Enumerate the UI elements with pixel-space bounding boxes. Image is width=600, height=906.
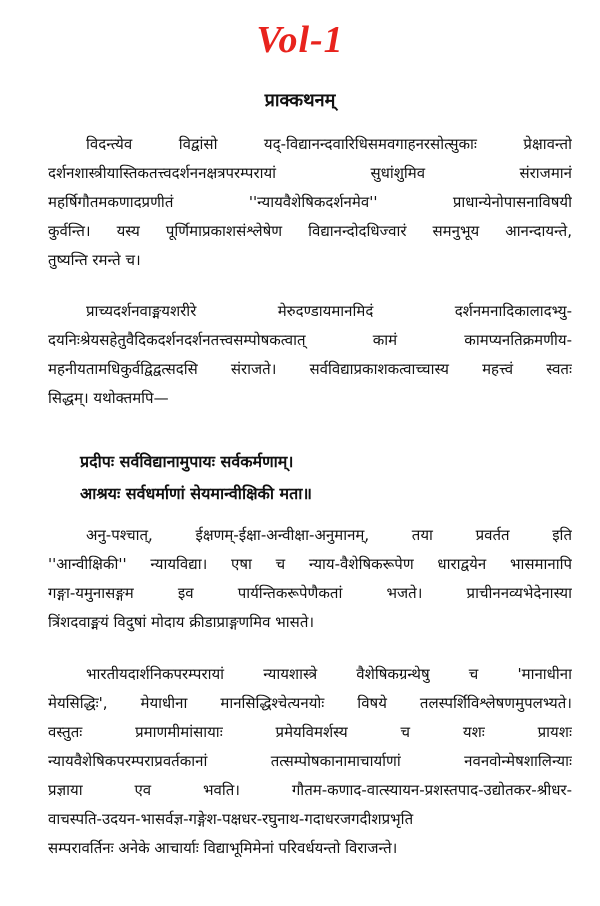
paragraph-4	[48, 660, 572, 863]
paragraph-line: प्रज्ञाया एव भवति। गौतम-कणाद-वात्स्यायन-प्रशस्तपाद-उद्योतकर-श्रीधर-	[48, 781, 572, 799]
paragraph-line: दयनिःश्रेयसहेतुवैदिकदर्शनदर्शनतत्त्वसम्पोषकत्वात् कामं कामप्यनतिक्रमणीय-	[48, 331, 572, 349]
verse-line: आश्रयः सर्वधर्माणां सेयमान्वीक्षिकी मता॥	[80, 484, 312, 503]
paragraph-line: प्राच्यदर्शनवाङ्मयशरीरे मेरुदण्डायमानमिदं दर्शनमनादिकालादभ्यु-	[86, 302, 572, 320]
paragraph-3	[48, 521, 572, 637]
paragraph-line: तुष्यन्ति रमन्ते च।	[48, 251, 141, 269]
page-heading: प्राक्कथनम्	[264, 90, 336, 111]
paragraph-line: विदन्त्येव विद्वांसो यद्-विद्यानन्दवारिधिसमवगाहनरसोत्सुकाः प्रेक्षावन्तो	[86, 135, 572, 153]
paragraph-line: सम्परावर्तिनः अनेके आचार्याः विद्याभूमिमेनां परिवर्धयन्तो विराजन्ते।	[48, 839, 398, 857]
paragraph-line: वस्तुतः प्रमाणमीमांसायाः प्रमेयविमर्शस्य च यशः प्रायशः	[48, 723, 572, 741]
paragraph-line: कुर्वन्ति। यस्य पूर्णिमाप्रकाशसंश्लेषेण विद्यानन्दोदधिज्वारं समनुभूय आनन्दायन्ते,	[48, 222, 572, 240]
paragraph-2	[48, 297, 572, 413]
paragraph-line: ''आन्वीक्षिकी'' न्यायविद्या। एषा च न्याय-वैशेषिकरूपेण धाराद्वयेन भासमानापि	[48, 555, 572, 573]
paragraph-1	[48, 130, 572, 275]
paragraph-line: गङ्गा-यमुनासङ्गम इव पार्यन्तिकरूपेणैकतां भजते। प्राचीननव्यभेदेनास्या	[48, 584, 572, 602]
paragraph-line: महनीयतामधिकुर्वद्विद्वत्सदसि संराजते। सर्वविद्याप्रकाशकत्वाच्चास्य महत्त्वं स्वतः	[48, 360, 572, 378]
paragraph-line: भारतीयदार्शनिकपरम्परायां न्यायशास्त्रे वैशेषिकग्रन्थेषु च 'मानाधीना	[86, 665, 572, 683]
paragraph-line: न्यायवैशेषिकपरम्पराप्रवर्तकानां तत्सम्पोषकानामाचार्याणां नवनवोन्मेषशालिन्याः	[48, 752, 572, 770]
paragraph-line: महर्षिगौतमकणादप्रणीतं ''न्यायवैशेषिकदर्शनमेव'' प्राधान्येनोपासनाविषयी	[48, 193, 572, 211]
paragraph-line: अनु-पश्चात्, ईक्षणम्-ईक्षा-अन्वीक्षा-अनुमानम्, तया प्रवर्तत इति	[86, 526, 572, 544]
verse-block	[80, 446, 580, 510]
volume-title: Vol-1	[256, 19, 344, 61]
paragraph-line: दर्शनशास्त्रीयास्तिकतत्त्वदर्शननक्षत्रपरम्परायां सुधांशुमिव संराजमानं	[48, 164, 572, 182]
paragraph-line: त्रिंशदवाङ्मयं विदुषां मोदाय क्रीडाप्राङ्गणमिव भासते।	[48, 613, 315, 631]
paragraph-line: सिद्धम्। यथोक्तमपि—	[48, 389, 169, 407]
verse-line: प्रदीपः सर्वविद्यानामुपायः सर्वकर्मणाम्।	[80, 452, 294, 471]
paragraph-line: मेयसिद्धिः', मेयाधीना मानसिद्धिश्चेत्यनयोः विषये तलस्पर्शिविश्लेषणमुपलभ्यते।	[48, 694, 572, 712]
paragraph-line: वाचस्पति-उदयन-भासर्वज्ञ-गङ्गेश-पक्षधर-रघुनाथ-गदाधरजगदीशप्रभृति	[48, 810, 414, 828]
